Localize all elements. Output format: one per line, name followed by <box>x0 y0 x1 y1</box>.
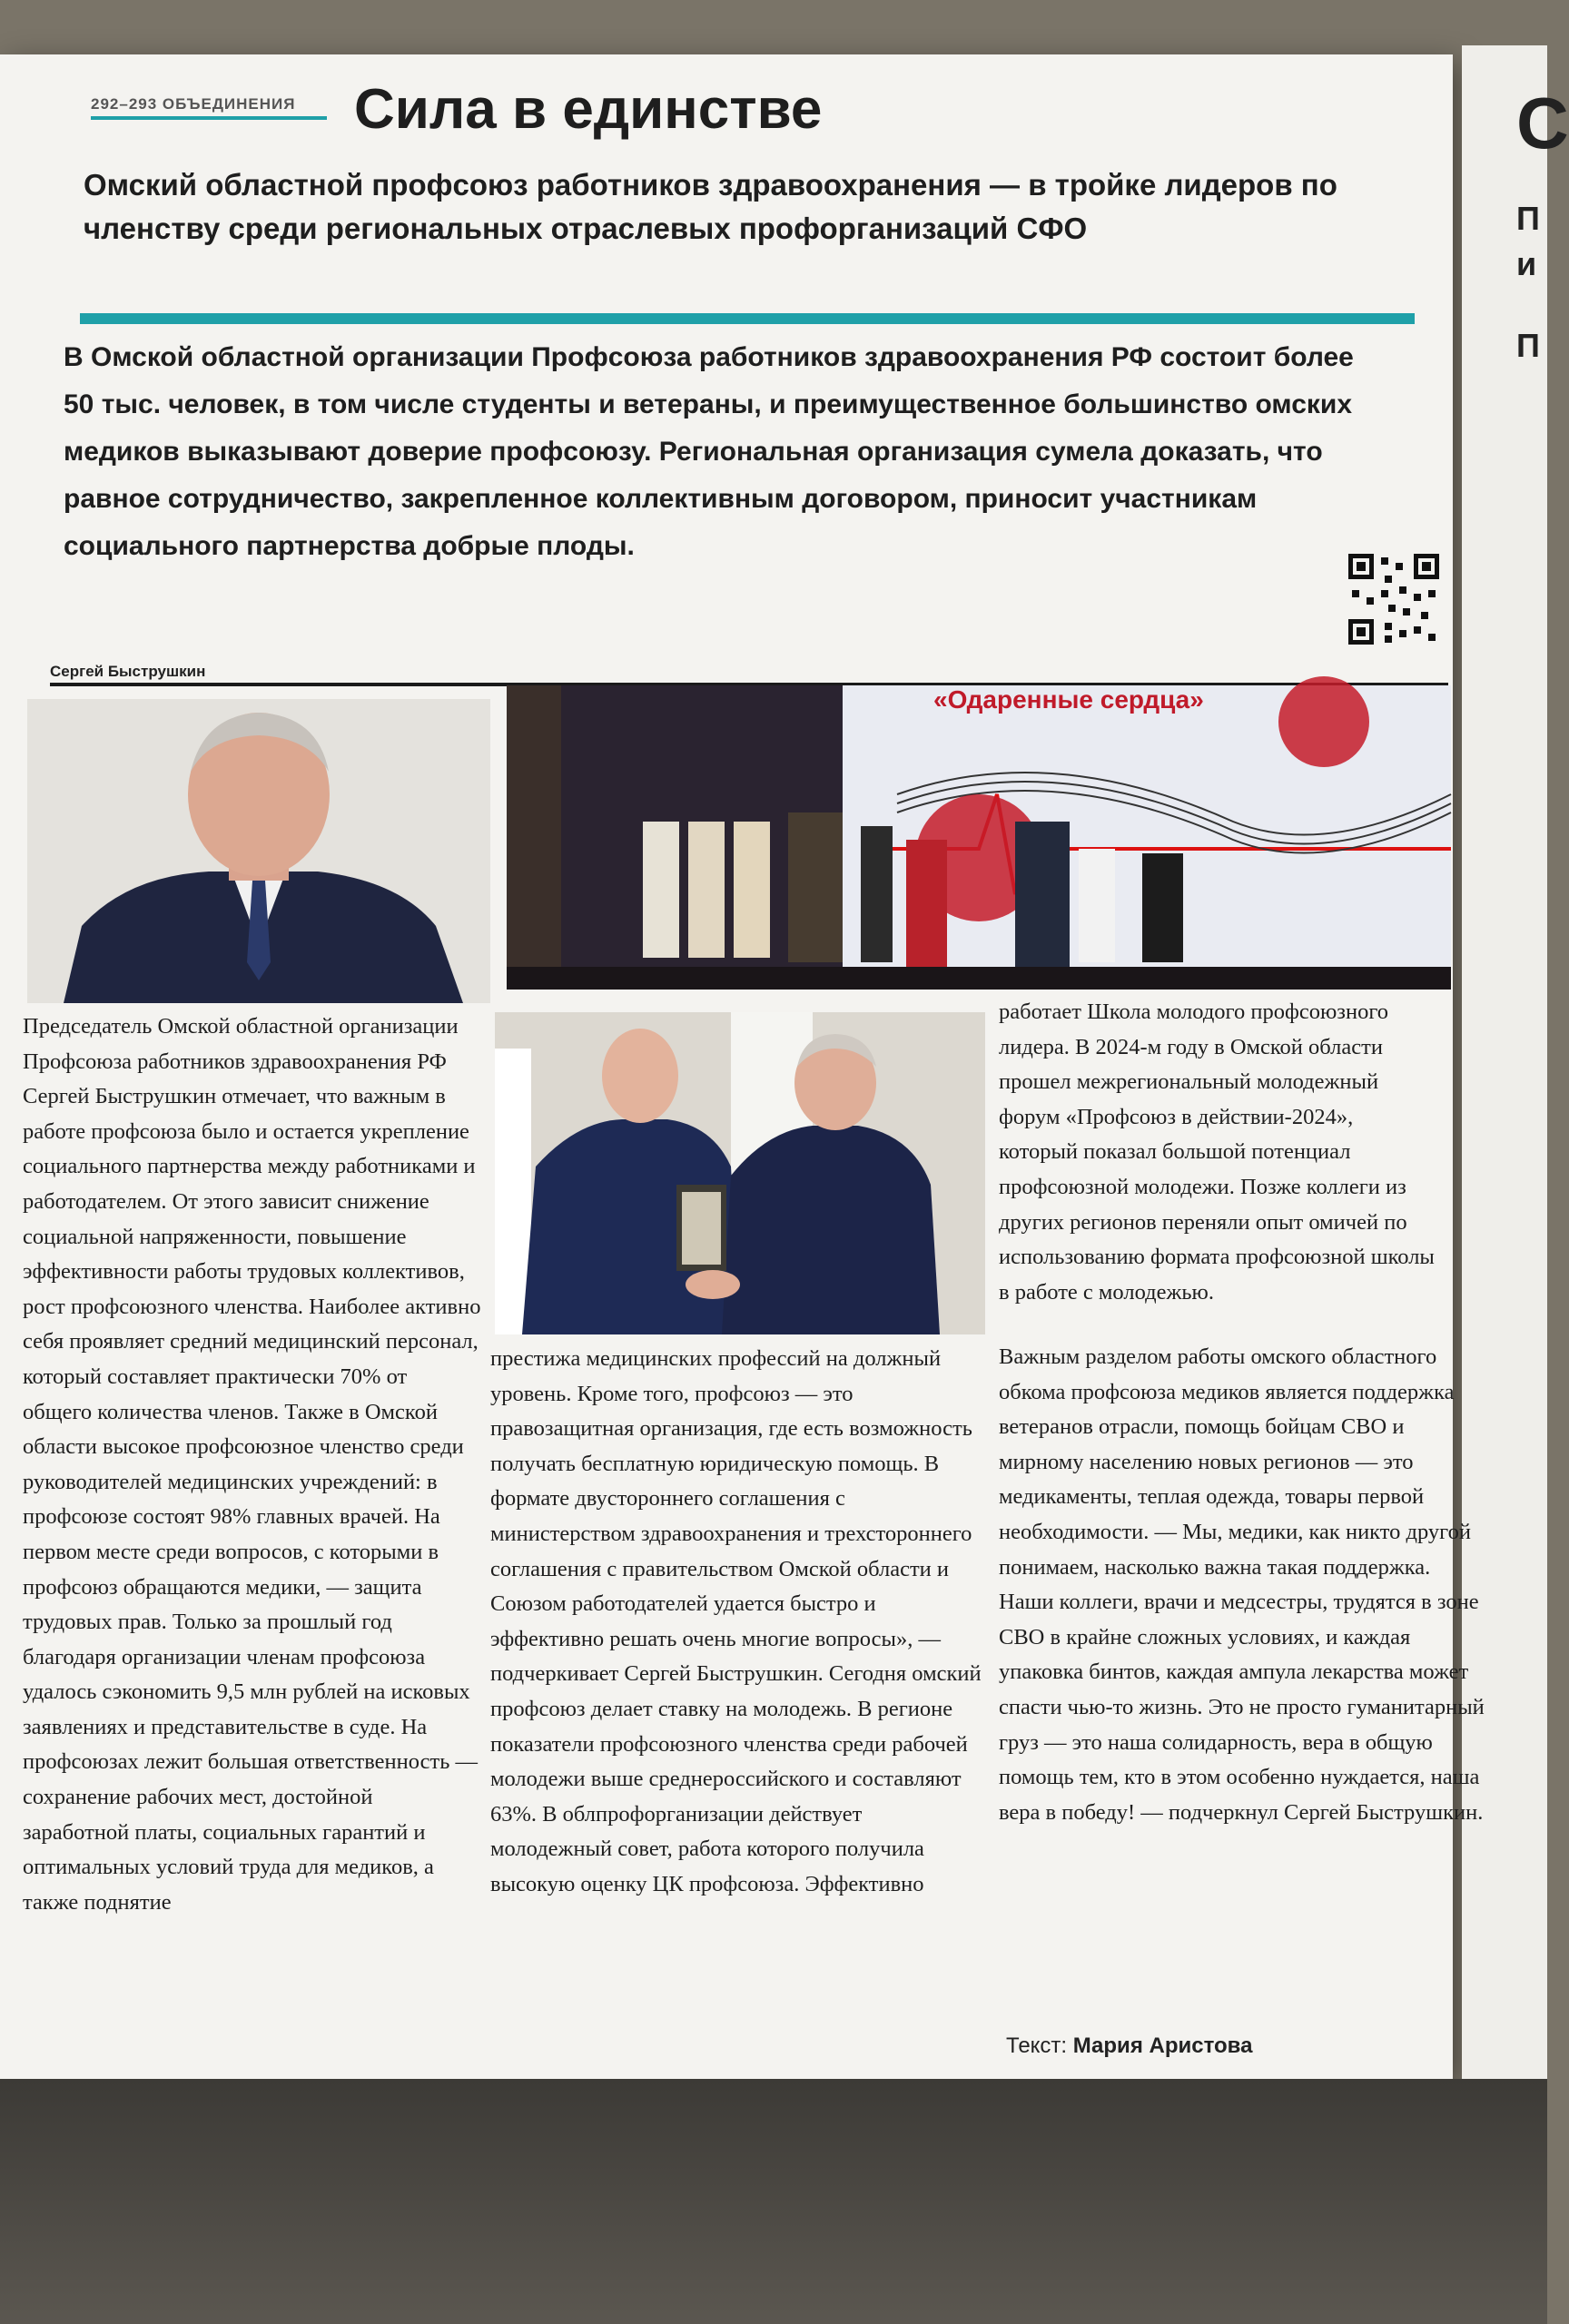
column-1-text: Председатель Омской областной организации Профсоюза работников здравоохранения РФ Сергей Быструшкин отмечает, что важным в работе профсоюза было и остается укрепление социального партнерства между работниками и работодателем. От этого зависит снижение социальной напряженности, повышение эффективности работы трудовых коллективов, рост профсоюзного членства. Наиболее активно себя проявляет средний медицинский персонал, который составляет практически 70% от общего количества членов. Также в Омской области высокое профсоюзное членство среди руководителей медицинских учреждений: в профсоюзе состоят 98% главных врачей. На первом месте среди вопросов, с которыми в профсоюз обращаются медики, — защита трудовых прав. Только за прошлый год благодаря организации членам профсоюза удалось сэкономить 9,5 млн рублей на исковых заявлениях и представительстве в суде. На профсоюзах лежит большая ответственность — сохранение рабочих мест, достойной заработной платы, социальных гарантий и оптимальных условий труда для медиков, а также поднятие <box>23 1014 481 1915</box>
author-name: Сергей Быструшкин <box>50 663 206 680</box>
text-column-3-top <box>999 995 1435 1310</box>
text-credit <box>1006 2034 1252 2059</box>
text-column-1 <box>23 1009 481 1920</box>
article-title: Сила в единстве <box>354 78 823 141</box>
column-3-bottom-text: Важным разделом работы омского областного обкома профсоюза медиков является поддержка ветеранов отрасли, помощь бойцам СВО и мирному населению новых регионов — это медикаменты, теплая одежда, товары первой необходимости. — Мы, медики, как никто другой понимаем, насколько важна такая поддержка. Наши коллеги, врачи и медсестры, трудятся в зоне СВО в крайне сложных условиях, и каждая упаковка бинтов, каждая ампула лекарства может спасти чью-то жизнь. Это не просто гуманитарный груз — это наша солидарность, вера в общую помощь тем, кто в этом особенно нуждается, наша вера в победу! — подчеркнул Сергей Быструшкин. <box>999 1344 1485 1825</box>
accent-divider <box>80 313 1415 324</box>
section-underline <box>91 116 327 120</box>
credit-label: Текст: <box>1006 2034 1068 2058</box>
column-3-top-text: работает Школа молодого профсоюзного лидера. В 2024-м году в Омской области прошел межрегиональный молодежный форум «Профсоюз в действии-2024», который показал большой потенциал профсоюзной молодежи. Позже коллеги из других регионов переняли опыт омичей по использованию формата профсоюзной школы в работе с молодежью. <box>999 1000 1435 1305</box>
section-tag: 292–293 ОБЪЕДИНЕНИЯ <box>91 95 296 113</box>
lead-paragraph: В Омской областной организации Профсоюза работников здравоохранения РФ состоит более 50 тыс. человек, в том числе студенты и ветераны, и преимущественное большинство омских медиков выказывают доверие профсоюзу. Региональная организация сумела доказать, что равное сотрудничество, закрепленное коллективным договором, приносит участникам социального партнерства добрые плоды. <box>64 342 1354 561</box>
banner-text: «Одаренные сердца» <box>933 685 1204 714</box>
qr-code <box>1348 554 1439 645</box>
article-subtitle: Омский областной профсоюз работников здравоохранения — в тройке лидеров по членству среди региональных отраслевых профорганизаций СФО <box>84 168 1337 245</box>
credit-name: Мария Аристова <box>1072 2034 1253 2058</box>
text-column-2 <box>490 1342 985 1903</box>
table-surface <box>0 2079 1547 2324</box>
award-photo <box>495 1012 985 1334</box>
column-2-text: престижа медицинских профессий на должный уровень. Кроме того, профсоюз — это правозащитная организация, где есть возможность получать бесплатную юридическую помощь. В формате двустороннего соглашения с министерством здравоохранения и трехстороннего соглашения с правительством Омской области и Союзом работодателей удается быстро и эффективно решать очень многие вопросы», — подчеркивает Сергей Быструшкин. Сегодня омский профсоюз делает ставку на молодежь. В регионе показатели профсоюзного членства среди рабочей молодежи выше среднероссийского и составляют 63%. В облпрофорганизации действует молодежный совет, работа которого получила высокую оценку ЦК профсоюза. Эффективно <box>490 1346 982 1896</box>
stage-photo <box>507 685 1451 990</box>
text-column-3-bottom <box>999 1340 1489 1830</box>
portrait-photo <box>27 699 490 1003</box>
adjacent-page: С П и П <box>1462 45 1547 2079</box>
